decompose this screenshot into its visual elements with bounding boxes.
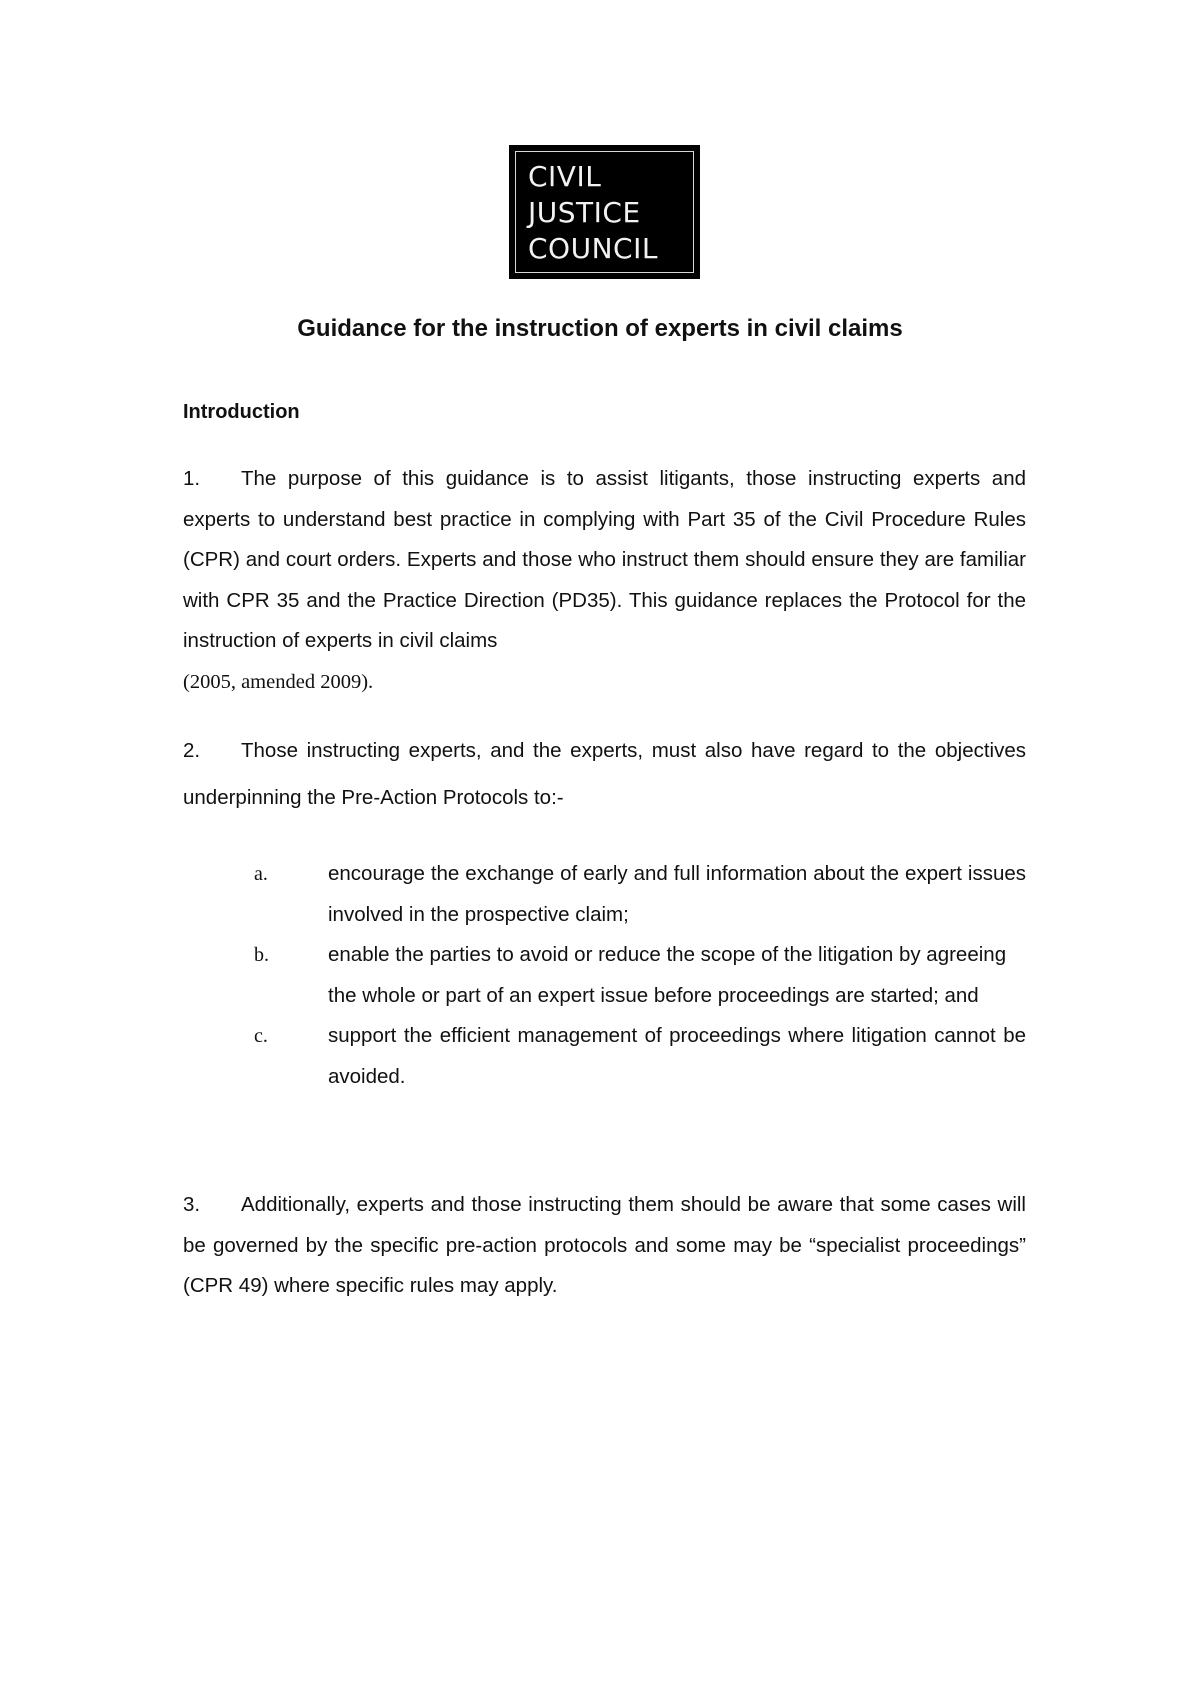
paragraph-number: 1. (183, 467, 201, 490)
list-item-text: encourage the exchange of early and full information about the expert issues involved in the prospective claim; (328, 862, 1026, 926)
logo-line-council: COUNCIL (528, 232, 658, 265)
paragraph-2 (183, 727, 1026, 821)
paragraph-number: 3. (183, 1193, 201, 1216)
list-item-letter: b. (254, 944, 269, 967)
list-item-letter: c. (254, 1025, 268, 1048)
logo-border (515, 151, 694, 273)
paragraph-text: Additionally, experts and those instructing them should be aware that some cases will be governed by the specific pre-action protocols and some may be “specialist proceedings” (CPR 49) where specific rules may apply. (183, 1193, 1026, 1298)
list-item (254, 854, 1026, 935)
list-item (254, 935, 1026, 1016)
logo-line-civil: CIVIL (528, 160, 602, 193)
paragraph-1 (183, 459, 1026, 703)
list-item-text: support the efficient management of proceedings where litigation cannot be avoided. (328, 1024, 1026, 1088)
section-heading-introduction: Introduction (183, 401, 300, 423)
paragraph-number: 2. (183, 739, 201, 762)
paragraph-text: The purpose of this guidance is to assist litigants, those instructing experts and experts to understand best practice in complying with Part 35 of the Civil Procedure Rules (CPR) and court orders. Experts and those who instruct them should ensure they are familiar with CPR 35 and the Practice Direction (PD35). This guidance replaces the Protocol for the instruction of experts in civil claims (183, 467, 1026, 653)
list-item-letter: a. (254, 863, 268, 885)
objectives-list (254, 854, 1026, 1098)
civil-justice-council-logo (509, 145, 700, 279)
logo-line-justice: JUSTICE (528, 196, 641, 229)
paragraph-text: Those instructing experts, and the experts, must also have regard to the objectives underpinning the Pre-Action Protocols to:- (183, 739, 1026, 809)
paragraph-3 (183, 1185, 1026, 1307)
list-item-text: enable the parties to avoid or reduce the scope of the litigation by agreeing the whole or part of an expert issue before proceedings are started; and (328, 943, 1007, 1007)
paragraph-tail: (2005, amended 2009). (183, 670, 374, 693)
list-item (254, 1016, 1026, 1097)
document-title: Guidance for the instruction of experts in civil claims (297, 315, 903, 342)
